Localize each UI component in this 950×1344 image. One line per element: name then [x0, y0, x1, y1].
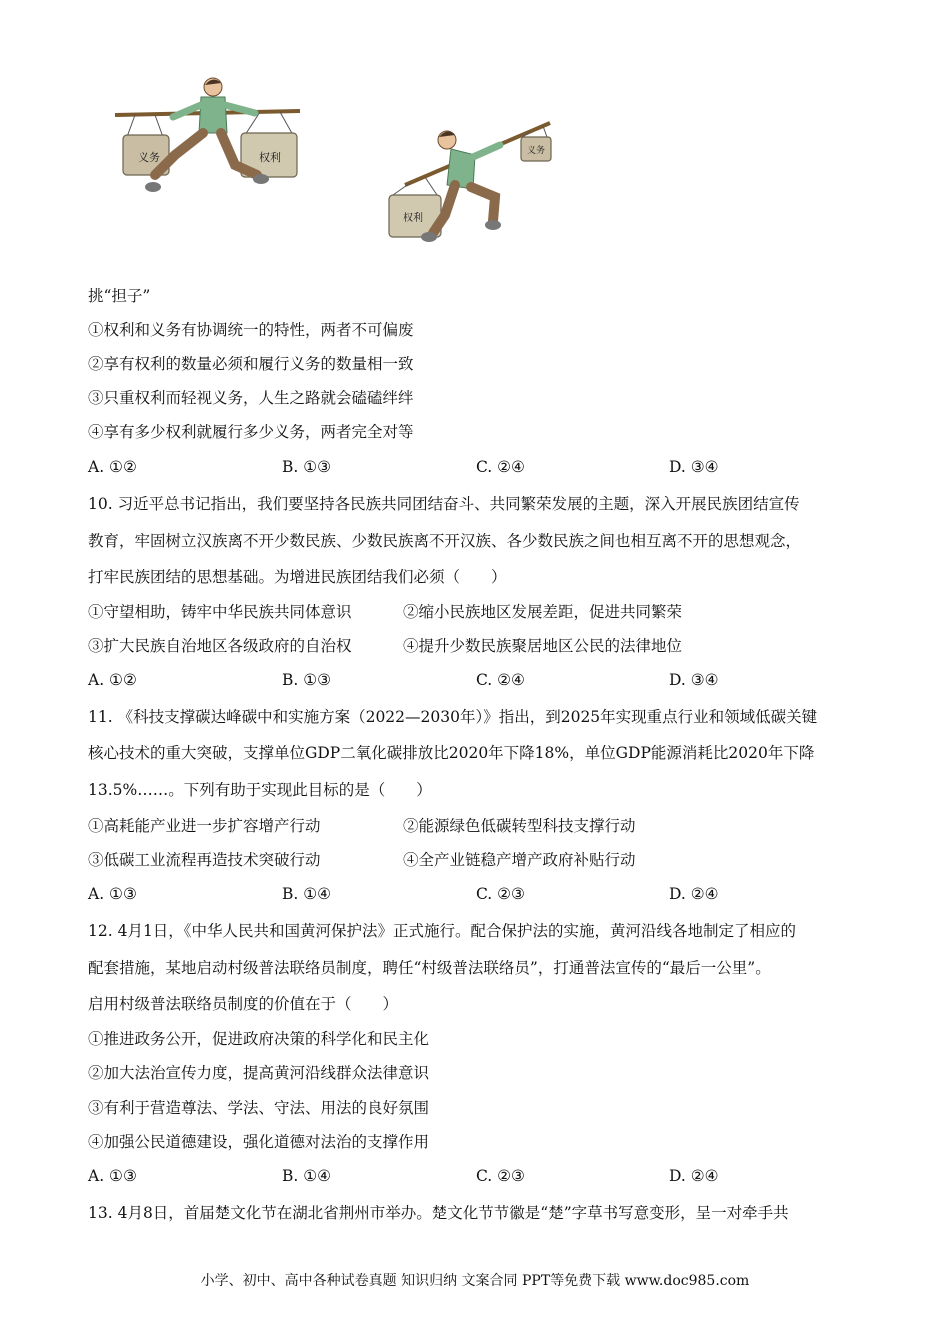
q13-stem-line-1: 13. 4月8日，首届楚文化节在湖北省荆州市举办。楚文化节节徽是“楚”字草书写意变形，呈一对牵手共: [88, 1204, 789, 1222]
q12-item-2: ②加大法治宣传力度，提高黄河沿线群众法律意识: [88, 1064, 430, 1082]
q10-item-2: ②缩小民族地区发展差距，促进共同繁荣: [403, 603, 683, 621]
q10-option-c[interactable]: C. ②④: [476, 671, 525, 689]
q10-stem-line-3: 打牢民族团结的思想基础。为增进民族团结我们必须（ ）: [88, 568, 507, 586]
basket-label-rights-2: 权利: [403, 213, 423, 224]
q11-option-b[interactable]: B. ①④: [282, 885, 332, 903]
q10-option-b[interactable]: B. ①③: [282, 671, 332, 689]
q12-stem-line-2: 配套措施，某地启动村级普法联络员制度，聘任“村级普法联络员”，打通普法宣传的“最后一公里”。: [88, 959, 771, 977]
q12-stem-line-1: 12. 4月1日，《中华人民共和国黄河保护法》正式施行。配合保护法的实施，黄河沿线各地制定了相应的: [88, 922, 797, 940]
q11-option-c[interactable]: C. ②③: [476, 885, 525, 903]
q9-option-b[interactable]: B. ①③: [282, 458, 332, 476]
q11-item-1: ①高耗能产业进一步扩容增产行动: [88, 817, 321, 835]
q9-option-c[interactable]: C. ②④: [476, 458, 525, 476]
q11-item-2: ②能源绿色低碳转型科技支撑行动: [403, 817, 636, 835]
q11-option-a[interactable]: A. ①③: [88, 885, 137, 903]
q12-item-3: ③有利于营造尊法、学法、守法、用法的良好氛围: [88, 1099, 430, 1117]
q12-option-a[interactable]: A. ①③: [88, 1167, 137, 1185]
q12-option-d[interactable]: D. ②④: [669, 1167, 719, 1185]
illustration-caption: 挑“担子”: [88, 287, 151, 305]
q12-stem-line-3: 启用村级普法联络员制度的价值在于（ ）: [88, 995, 399, 1013]
q10-option-a[interactable]: A. ①②: [88, 671, 137, 689]
q11-stem-line-2: 核心技术的重大突破，支撑单位GDP二氧化碳排放比2020年下降18%，单位GDP能源消耗比2020年下降: [88, 744, 815, 762]
q12-option-c[interactable]: C. ②③: [476, 1167, 525, 1185]
q10-item-4: ④提升少数民族聚居地区公民的法律地位: [403, 637, 683, 655]
q10-option-d[interactable]: D. ③④: [669, 671, 719, 689]
q10-stem-line-2: 教育，牢固树立汉族离不开少数民族、少数民族离不开汉族、各少数民族之间也相互离不开的思想观念，: [88, 532, 802, 550]
q10-stem-line-1: 10. 习近平总书记指出，我们要坚持各民族共同团结奋斗、共同繁荣发展的主题，深入开展民族团结宣传: [88, 495, 800, 513]
q11-stem-line-3: 13.5%……。下列有助于实现此目标的是（ ）: [88, 781, 432, 799]
q11-item-3: ③低碳工业流程再造技术突破行动: [88, 851, 321, 869]
q9-item-1: ①权利和义务有协调统一的特性，两者不可偏废: [88, 321, 414, 339]
q12-option-b[interactable]: B. ①④: [282, 1167, 332, 1185]
basket-label-duty-2: 义务: [527, 146, 546, 156]
q9-option-d[interactable]: D. ③④: [669, 458, 719, 476]
q11-stem-line-1: 11. 《科技支撑碳达峰碳中和实施方案（2022—2030年）》指出，到2025年实现重点行业和领域低碳关键: [88, 708, 818, 726]
unbalanced-carrier-illustration: [375, 115, 560, 245]
q12-item-4: ④加强公民道德建设，强化道德对法治的支撑作用: [88, 1133, 430, 1151]
q9-item-4: ④享有多少权利就履行多少义务，两者完全对等: [88, 423, 414, 441]
basket-label-rights-1: 权利: [259, 151, 281, 164]
balanced-carrier-illustration: [105, 75, 315, 205]
basket-label-duty-1: 义务: [138, 151, 160, 164]
q9-item-2: ②享有权利的数量必须和履行义务的数量相一致: [88, 355, 414, 373]
q9-option-a[interactable]: A. ①②: [88, 458, 137, 476]
q11-option-d[interactable]: D. ②④: [669, 885, 719, 903]
q9-item-3: ③只重权利而轻视义务，人生之路就会磕磕绊绊: [88, 389, 414, 407]
q10-item-1: ①守望相助，铸牢中华民族共同体意识: [88, 603, 352, 621]
q10-item-3: ③扩大民族自治地区各级政府的自治权: [88, 637, 352, 655]
page-footer: 小学、初中、高中各种试卷真题 知识归纳 文案合同 PPT等免费下载 www.doc985.com: [200, 1273, 750, 1289]
q12-item-1: ①推进政务公开，促进政府决策的科学化和民主化: [88, 1030, 430, 1048]
q11-item-4: ④全产业链稳产增产政府补贴行动: [403, 851, 636, 869]
